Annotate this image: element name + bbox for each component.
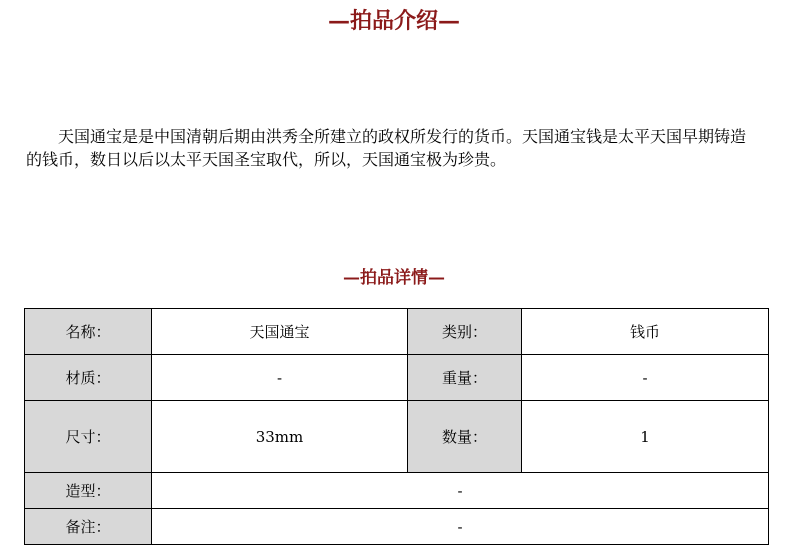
material-label: 材质： bbox=[25, 355, 152, 401]
weight-value: - bbox=[522, 355, 769, 401]
name-label: 名称： bbox=[25, 309, 152, 355]
shape-value: - bbox=[152, 473, 769, 509]
weight-label: 重量： bbox=[408, 355, 522, 401]
material-value: - bbox=[152, 355, 408, 401]
intro-section-title: —拍品介绍— bbox=[327, 8, 460, 34]
shape-label: 造型： bbox=[25, 473, 152, 509]
quantity-value: 1 bbox=[522, 401, 769, 473]
intro-paragraph: 天国通宝是是中国清朝后期由洪秀全所建立的政权所发行的货币。天国通宝钱是太平天国早期铸造的钱币，数日以后以太平天国圣宝取代，所以，天国通宝极为珍贵。 bbox=[26, 127, 747, 169]
table-row bbox=[25, 473, 769, 509]
table-row bbox=[25, 401, 769, 473]
details-table bbox=[24, 308, 769, 545]
size-label: 尺寸： bbox=[25, 401, 152, 473]
remark-label: 备注： bbox=[25, 509, 152, 545]
table-row bbox=[25, 309, 769, 355]
details-section-title: —拍品详情— bbox=[343, 268, 445, 288]
quantity-label: 数量： bbox=[408, 401, 522, 473]
name-value: 天国通宝 bbox=[152, 309, 408, 355]
remark-value: - bbox=[152, 509, 769, 545]
category-value: 钱币 bbox=[522, 309, 769, 355]
table-row bbox=[25, 355, 769, 401]
size-value: 33mm bbox=[152, 401, 408, 473]
table-row bbox=[25, 509, 769, 545]
category-label: 类别： bbox=[408, 309, 522, 355]
